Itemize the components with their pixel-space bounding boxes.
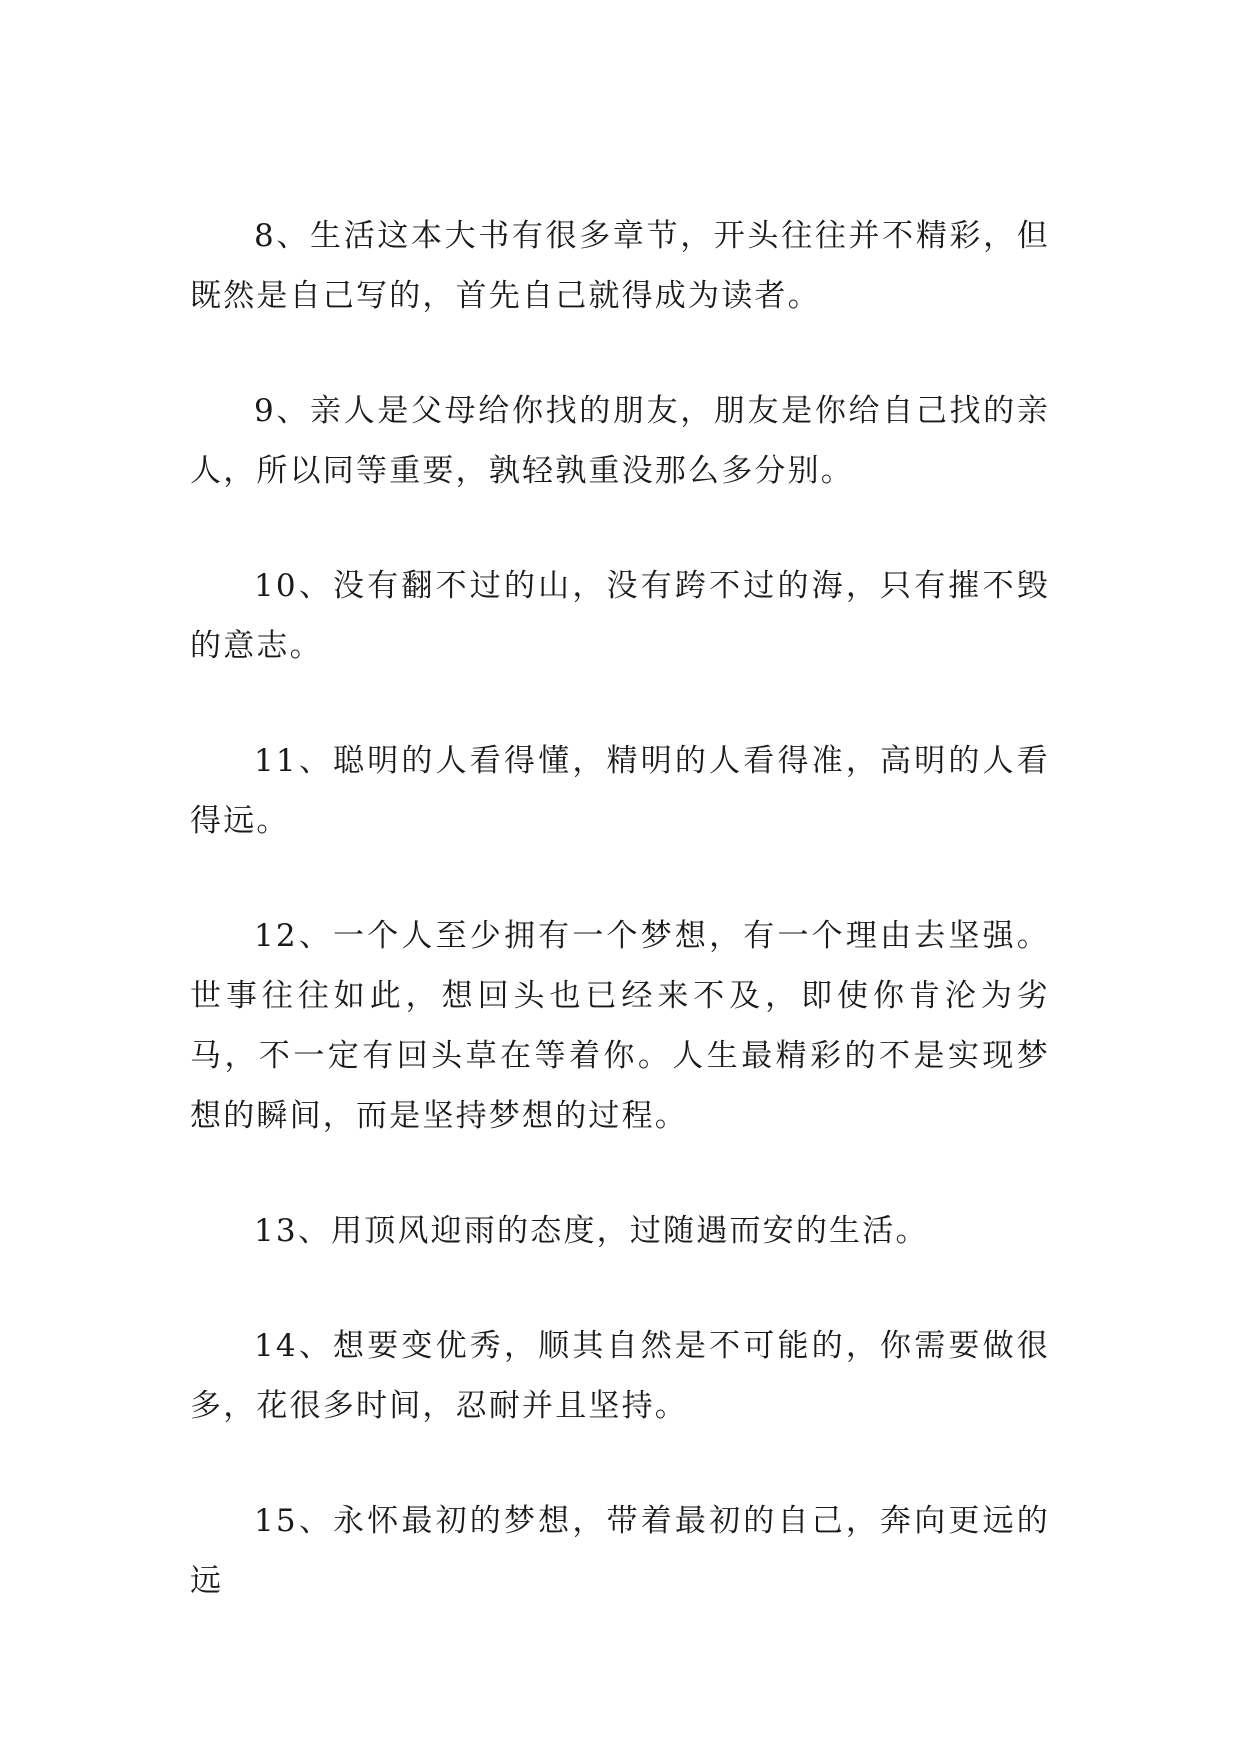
document-body [190,206,1050,1666]
paragraph-12: 12、一个人至少拥有一个梦想，有一个理由去坚强。世事往往如此，想回头也已经来不及，即使你肯沦为劣马，不一定有回头草在等着你。人生最精彩的不是实现梦想的瞬间，而是坚持梦想的过程。 [190,918,1050,1134]
paragraph-15: 15、永怀最初的梦想，带着最初的自己，奔向更远的远 [190,1503,1050,1599]
paragraph-8: 8、生活这本大书有很多章节，开头往往并不精彩，但既然是自己写的，首先自己就得成为读者。 [190,218,1050,314]
paragraph-14: 14、想要变优秀，顺其自然是不可能的，你需要做很多，花很多时间，忍耐并且坚持。 [190,1328,1050,1424]
paragraph-9: 9、亲人是父母给你找的朋友，朋友是你给自己找的亲人，所以同等重要，孰轻孰重没那么多分别。 [190,393,1050,489]
paragraph-11: 11、聪明的人看得懂，精明的人看得准，高明的人看得远。 [190,743,1050,839]
paragraph-10: 10、没有翻不过的山，没有跨不过的海，只有摧不毁的意志。 [190,568,1050,664]
paragraph-13: 13、用顶风迎雨的态度，过随遇而安的生活。 [254,1213,929,1249]
